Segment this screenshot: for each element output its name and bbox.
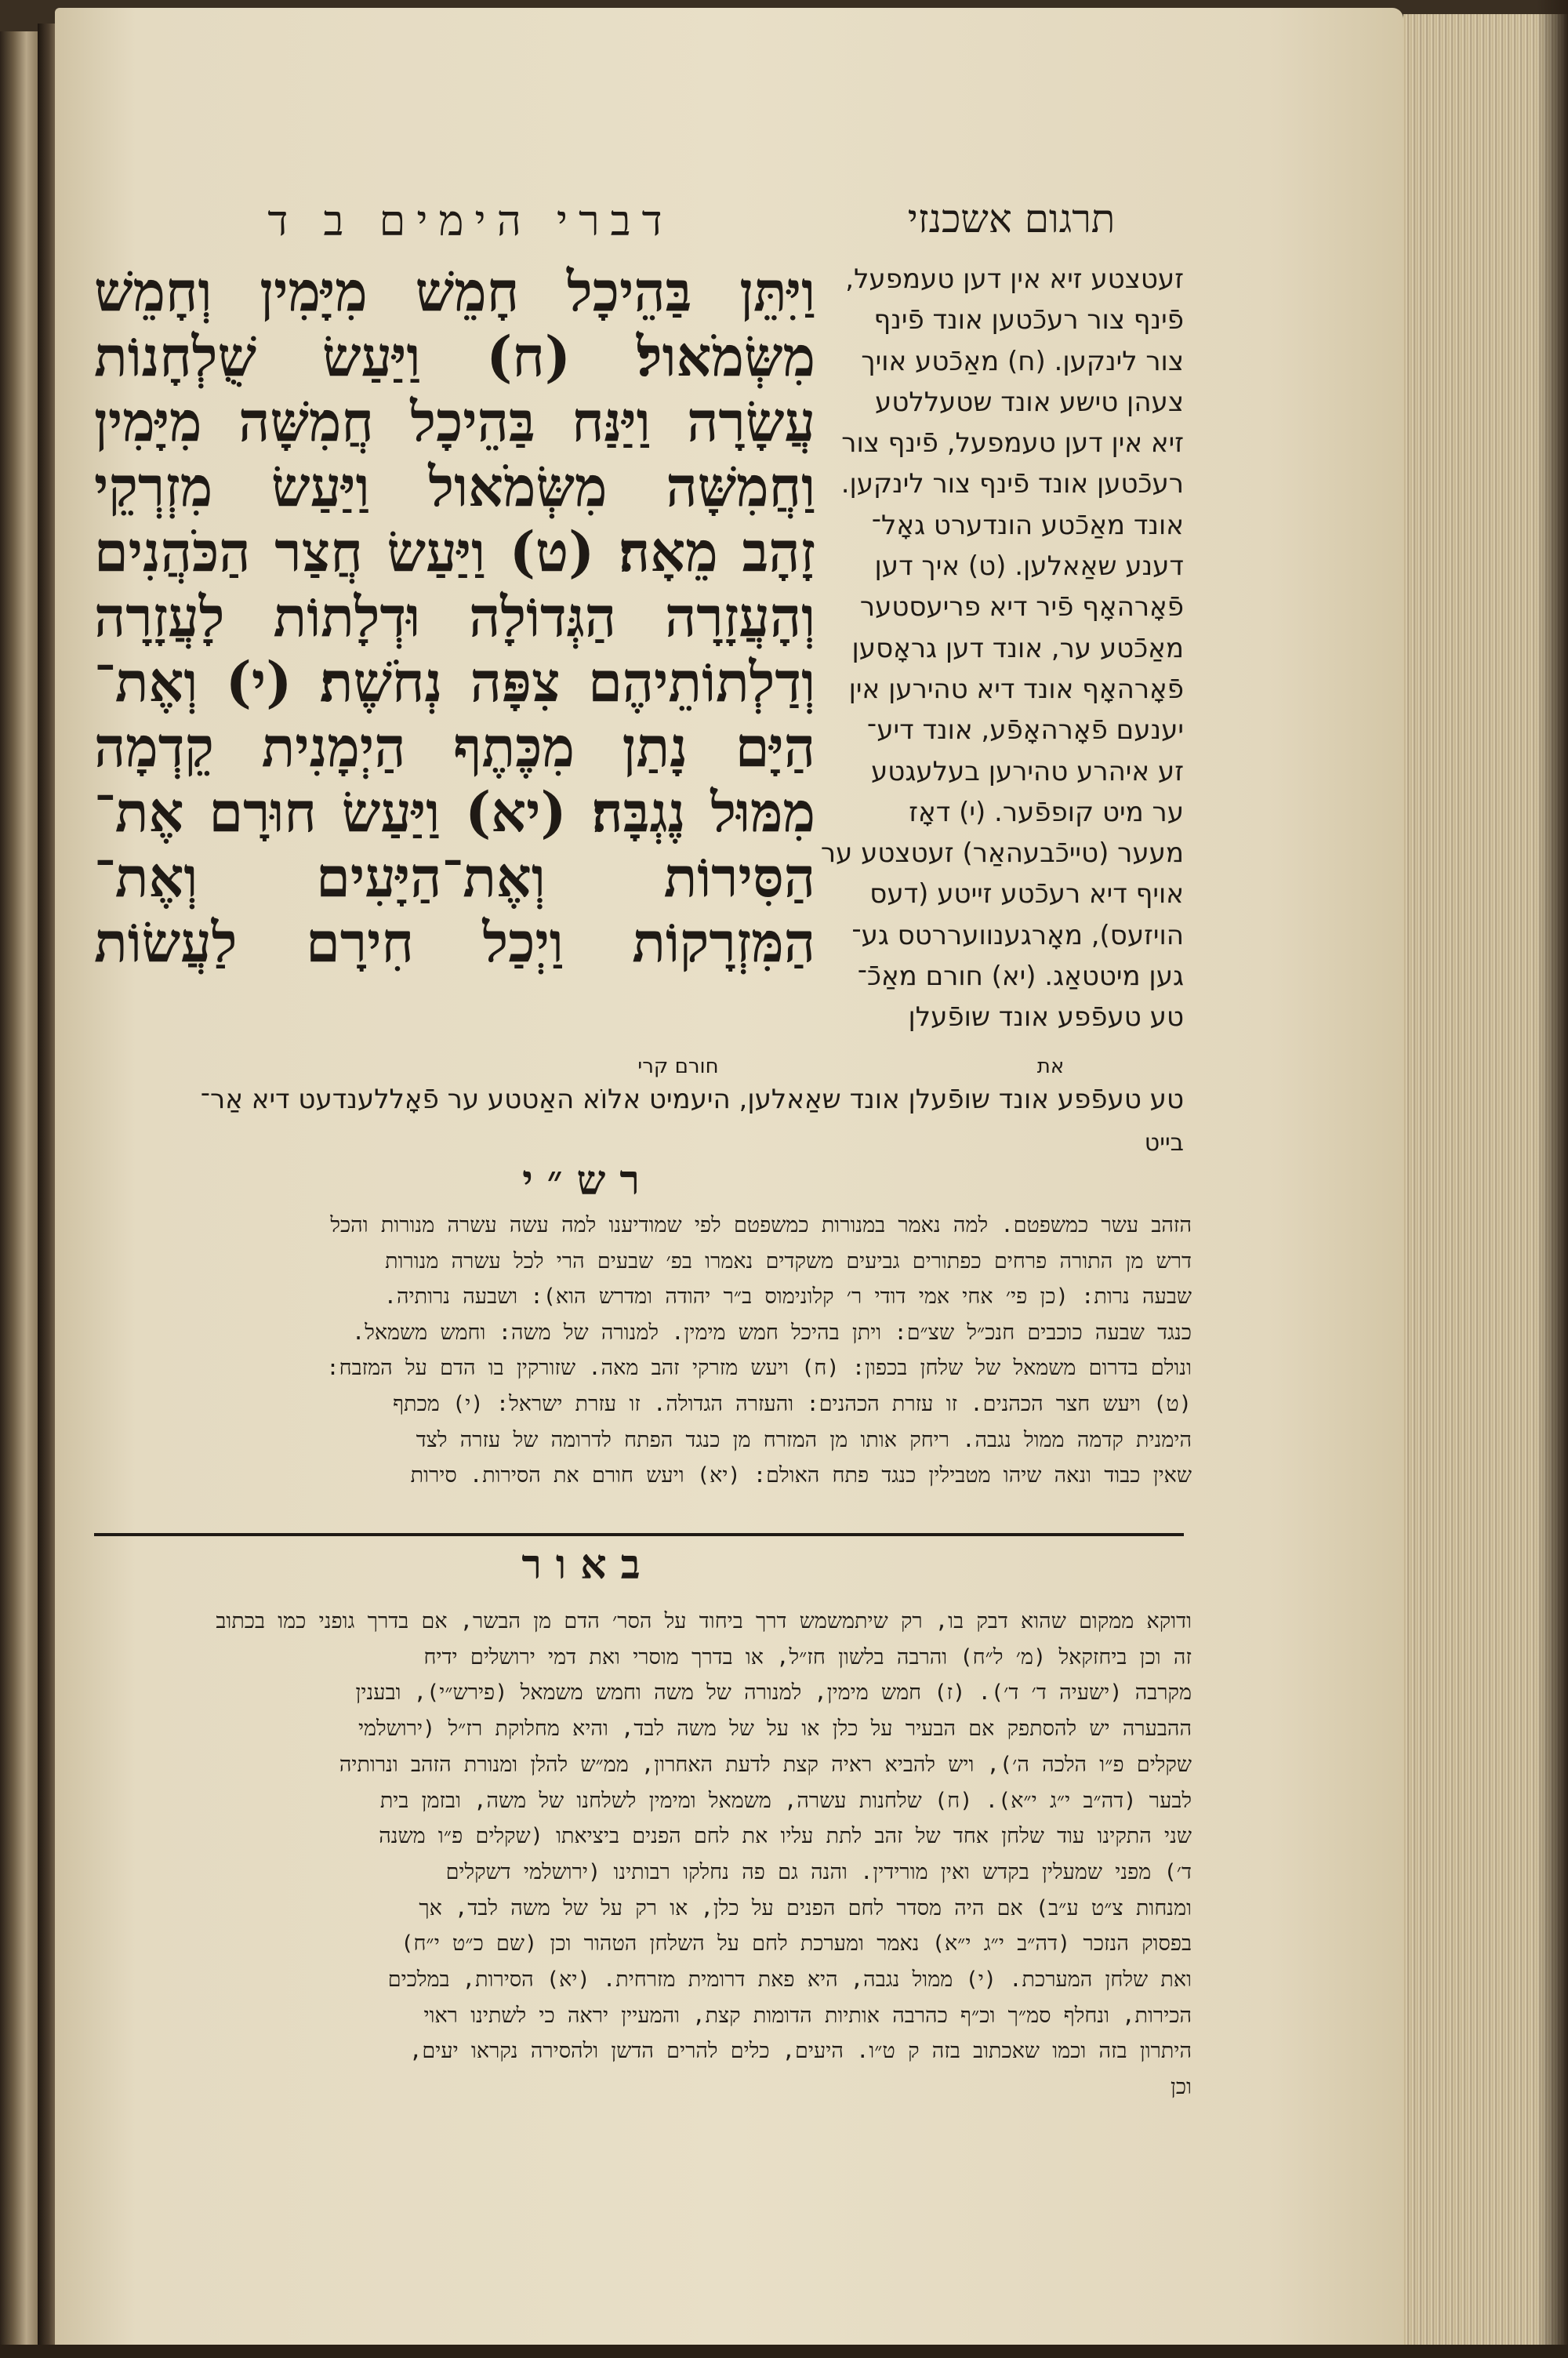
rashi-line: דרש מן התורה פרחים כפתורים גביעים משקדים נאמרו בפ׳ שבעים הרי לכל עשרה מנורות	[385, 1248, 1192, 1273]
targum-continuation-line: טע טעפֿפע אונד שופֿעלן אונד שאַאלען, היעמיט אלוֹא האַטטע ער פֿאָללענדעט דיא אַר־	[200, 1084, 1184, 1115]
targum-line: פֿאָרהאָף אונד דיא טהירען אין	[848, 673, 1184, 705]
rashi-line: ונולם בדרום משמאל של שלחן בכפון: (ח) ויעש מזרקי זהב מאה. שזורקין בו הדם על המזבח:	[326, 1356, 1192, 1381]
biur-line: ההבערה יש להסתפק אם הבעיר על כלן או על של משה לבד, והיא מחלוקת רז״ל (ירושלמי	[358, 1717, 1192, 1742]
rashi-line: הזהב עשר כמשפטם. למה נאמר במנורות כמשפטם לפי שמודיענו למה עשה עשרה מנורות והכל	[330, 1213, 1192, 1237]
targum-line: יענעם פֿאָרהאָפֿע, אונד דיע־	[866, 714, 1184, 747]
rashi-line: שבעה נרות: (כן פי׳ אחי אמי דודי ר׳ קלונימוס ב״ר יהודה ומדרש הוא): ושבעה נרותיה.	[383, 1284, 1192, 1310]
biur-line: ד׳) מפני שמעלין בקדש ואין מורידין. והנה גם פה נחלקו רבותינו (ירושלמי דשקלים	[445, 1859, 1192, 1884]
targum-line: זעטצטע זיא אין דען טעמפעל,	[845, 263, 1184, 295]
bible-line: וְהָעֲזָרָה הַגְּדוֹלָה וּדְלָתוֹת לָעֲזָרָה	[94, 584, 815, 649]
page-edges-shadow	[1537, 0, 1568, 2358]
targum-line: פֿאָרהאָף פֿיר דיא פריעסטער	[859, 591, 1184, 623]
targum-line: זע איהרע טהירען בעלעגטע	[871, 755, 1184, 787]
keri-note: חורם קרי	[637, 1055, 719, 1078]
biur-commentary	[86, 1604, 1192, 2105]
bible-line: עֲשָׂרָה וַיַּנַּח בַּהֵיכָל חֲמִשָּׁה מִיָּמִין	[94, 389, 815, 454]
targum-line: גען מיטטאַג. (יא) חורם מאַכֿ־	[857, 961, 1184, 993]
biur-line: מקרבה (ישעיה ד׳ ד׳). (ז) חמש מימין, למנורה של משה וחמש משמאל (פירש״י), ובענין	[355, 1680, 1192, 1706]
targum-line: פֿינף צור רעכֿטען אונד פֿינף	[873, 304, 1184, 336]
rashi-title: רש״י	[522, 1157, 654, 1204]
biur-line: הכירות, ונחלף סמ״ך וכ״ף כהרבה אותיות הדומות קצת, והמעיין יראה כי לשתינו ראוי	[423, 2003, 1192, 2028]
targum-line: צור לינקען. (ח) מאַכֿטע אויך	[861, 345, 1184, 377]
bible-line: מִשְּׂמֹאול׃ (ח) וַיַּעַשׂ שֻׁלְחָנוֹת	[94, 324, 815, 389]
targum-line: זיא אין דען טעמפעל, פֿינף צור	[841, 427, 1184, 460]
catchword: בייט	[1144, 1129, 1184, 1157]
biur-title: באור	[521, 1541, 655, 1589]
biur-line: שקלים פ״ו הלכה ה׳), ויש להביא ראיה קצת לדעת האחרון, ממ״ש להלן ומנורת הזהב ונרותיה	[339, 1752, 1192, 1777]
bible-line: וְדַלְתוֹתֵיהֶם צִפָּה נְחֹשֶׁת׃ (י) וְאֶת־	[94, 649, 815, 714]
biur-line: בפסוק הנזכר (דה״ב י״ג י״א) נאמר ומערכת לחם על השלחן הטהור וכן (שם כ״ט י״ח)	[401, 1931, 1192, 1957]
biur-line: זה וכן ביחזקאל (מ׳ ל״ח) והרבה בלשון חז״ל, או בדרך מוסרי ואת דמי ירושלים ידיח	[423, 1644, 1192, 1669]
targum-line: ער מיט קופפֿער. (י) דאָז	[909, 796, 1184, 828]
biur-line: לבער (דה״ב י״ג י״א). (ח) שלחנות עשרה, משמאל ומימין לשלחנו של משה, ובזמן בית	[379, 1788, 1192, 1813]
left-page-edge	[0, 31, 38, 2353]
rashi-commentary	[86, 1208, 1192, 1494]
bible-line: הַמִּזְרָקוֹת וַיְכַל חִירָם לַעֲשׂוֹת	[94, 910, 815, 975]
targum-column	[815, 259, 1184, 1090]
bible-text-column	[94, 259, 815, 1043]
targum-heading: תרגום אשכנזי	[907, 196, 1116, 242]
biur-line: היתרון בזה וכמו שאכתוב בזה ק ט״ו. היעים, כלים להרים הדשן ולהסירה נקראו יעים,	[409, 2039, 1192, 2064]
biur-line: ודוקא ממקום שהוא דבק בו, רק שיתמשמש דרך ביחוד על הסר׳ הדם מן הבשר, אם בדרך גופני כמו בכתוב	[216, 1609, 1192, 1633]
targum-line: רעכֿטען אונד פֿינף צור לינקען.	[840, 468, 1184, 500]
bible-line: הַיָּם נָתַן מִכֶּתֶף הַיְמָנִית קֵדְמָה	[94, 714, 815, 779]
running-head: דברי הימים ב ד	[267, 196, 673, 245]
biur-line: שני התקינו עוד שלחן אחד של זהב לתת עליו את לחם הפנים ביציאתו (שקלים פ״ו משנה	[379, 1824, 1192, 1849]
targum-line: צעהן טישע אונד שטעללטע	[875, 386, 1184, 418]
section-divider	[94, 1533, 1184, 1536]
biur-line: ומנחות צ״ט ע״ב) אם היה מסדר לחם הפנים על כלן, או רק על של משה לבד, אך	[419, 1895, 1192, 1920]
rashi-line: (ט) ויעש חצר הכהנים. זו עזרת הכהנים: והעזרה הגדולה. זו עזרת ישראל: (י) מכתף	[393, 1391, 1192, 1416]
bible-line: וַחֲמִשָּׁה מִשְּׂמֹאול וַיַּעַשׂ מִזְרְקֵי	[94, 454, 815, 519]
targum-line: אונד מאַכֿטע הונדערט גאָל־	[871, 509, 1184, 541]
biur-line: ואת שלחן המערכת. (י) ממול נגבה, היא פאת דרומית מזרחית. (יא) הסירות, במלכים	[387, 1967, 1192, 1993]
bible-line: מִמּוּל נֶגְבָּה׃ (יא) וַיַּעַשׂ חוּרָם אֶת־	[94, 779, 815, 845]
targum-line: מאַכֿטע ער, אונד דען גראָסען	[851, 632, 1184, 664]
bottom-strip	[0, 2345, 1568, 2358]
targum-line: דענע שאַאלען. (ט) איך דען	[874, 550, 1184, 583]
targum-line: טע טעפֿפע אונד שופֿעלן	[908, 1001, 1184, 1034]
targum-line: הויזעס), מאָרגענוועררטס גע־	[851, 919, 1184, 951]
keri-note: את	[1036, 1055, 1065, 1078]
biur-line: וכן	[1171, 2075, 1192, 2100]
rashi-line: הימנית קדמה ממול נגבה. ריחק אותו מן המזרח מן כנגד הפתח לדרומה של עזרה לצד	[416, 1427, 1192, 1452]
bible-line: וַיִּתֵּן בַּהֵיכָל חָמֵשׁ מִיָּמִין וְחָמֵשׁ	[94, 259, 815, 324]
bible-line: הַסִּירוֹת וְאֶת־הַיָּעִים וְאֶת־	[94, 845, 815, 910]
targum-line: מעער (טייכֿבעהאַר) זעטצטע ער	[820, 837, 1184, 870]
rashi-line: כנגד שבעה כוכבים חנכ״ל שצ״ם: ויתן בהיכל חמש מימין. למנורה של משה: וחמש משמאל.	[351, 1320, 1192, 1345]
bible-line: זָהָב מֵאָה׃ (ט) וַיַּעַשׂ חֲצַר הַכֹּהֲנִים	[94, 519, 815, 584]
rashi-line: שאין כבוד ונאה שיהו מטבילין כנגד פתח האולם: (יא) ויעש חורם את הסירות. סירות	[410, 1463, 1192, 1488]
targum-line: אויף דיא רעכֿטע זייטע (דעס	[869, 878, 1184, 910]
